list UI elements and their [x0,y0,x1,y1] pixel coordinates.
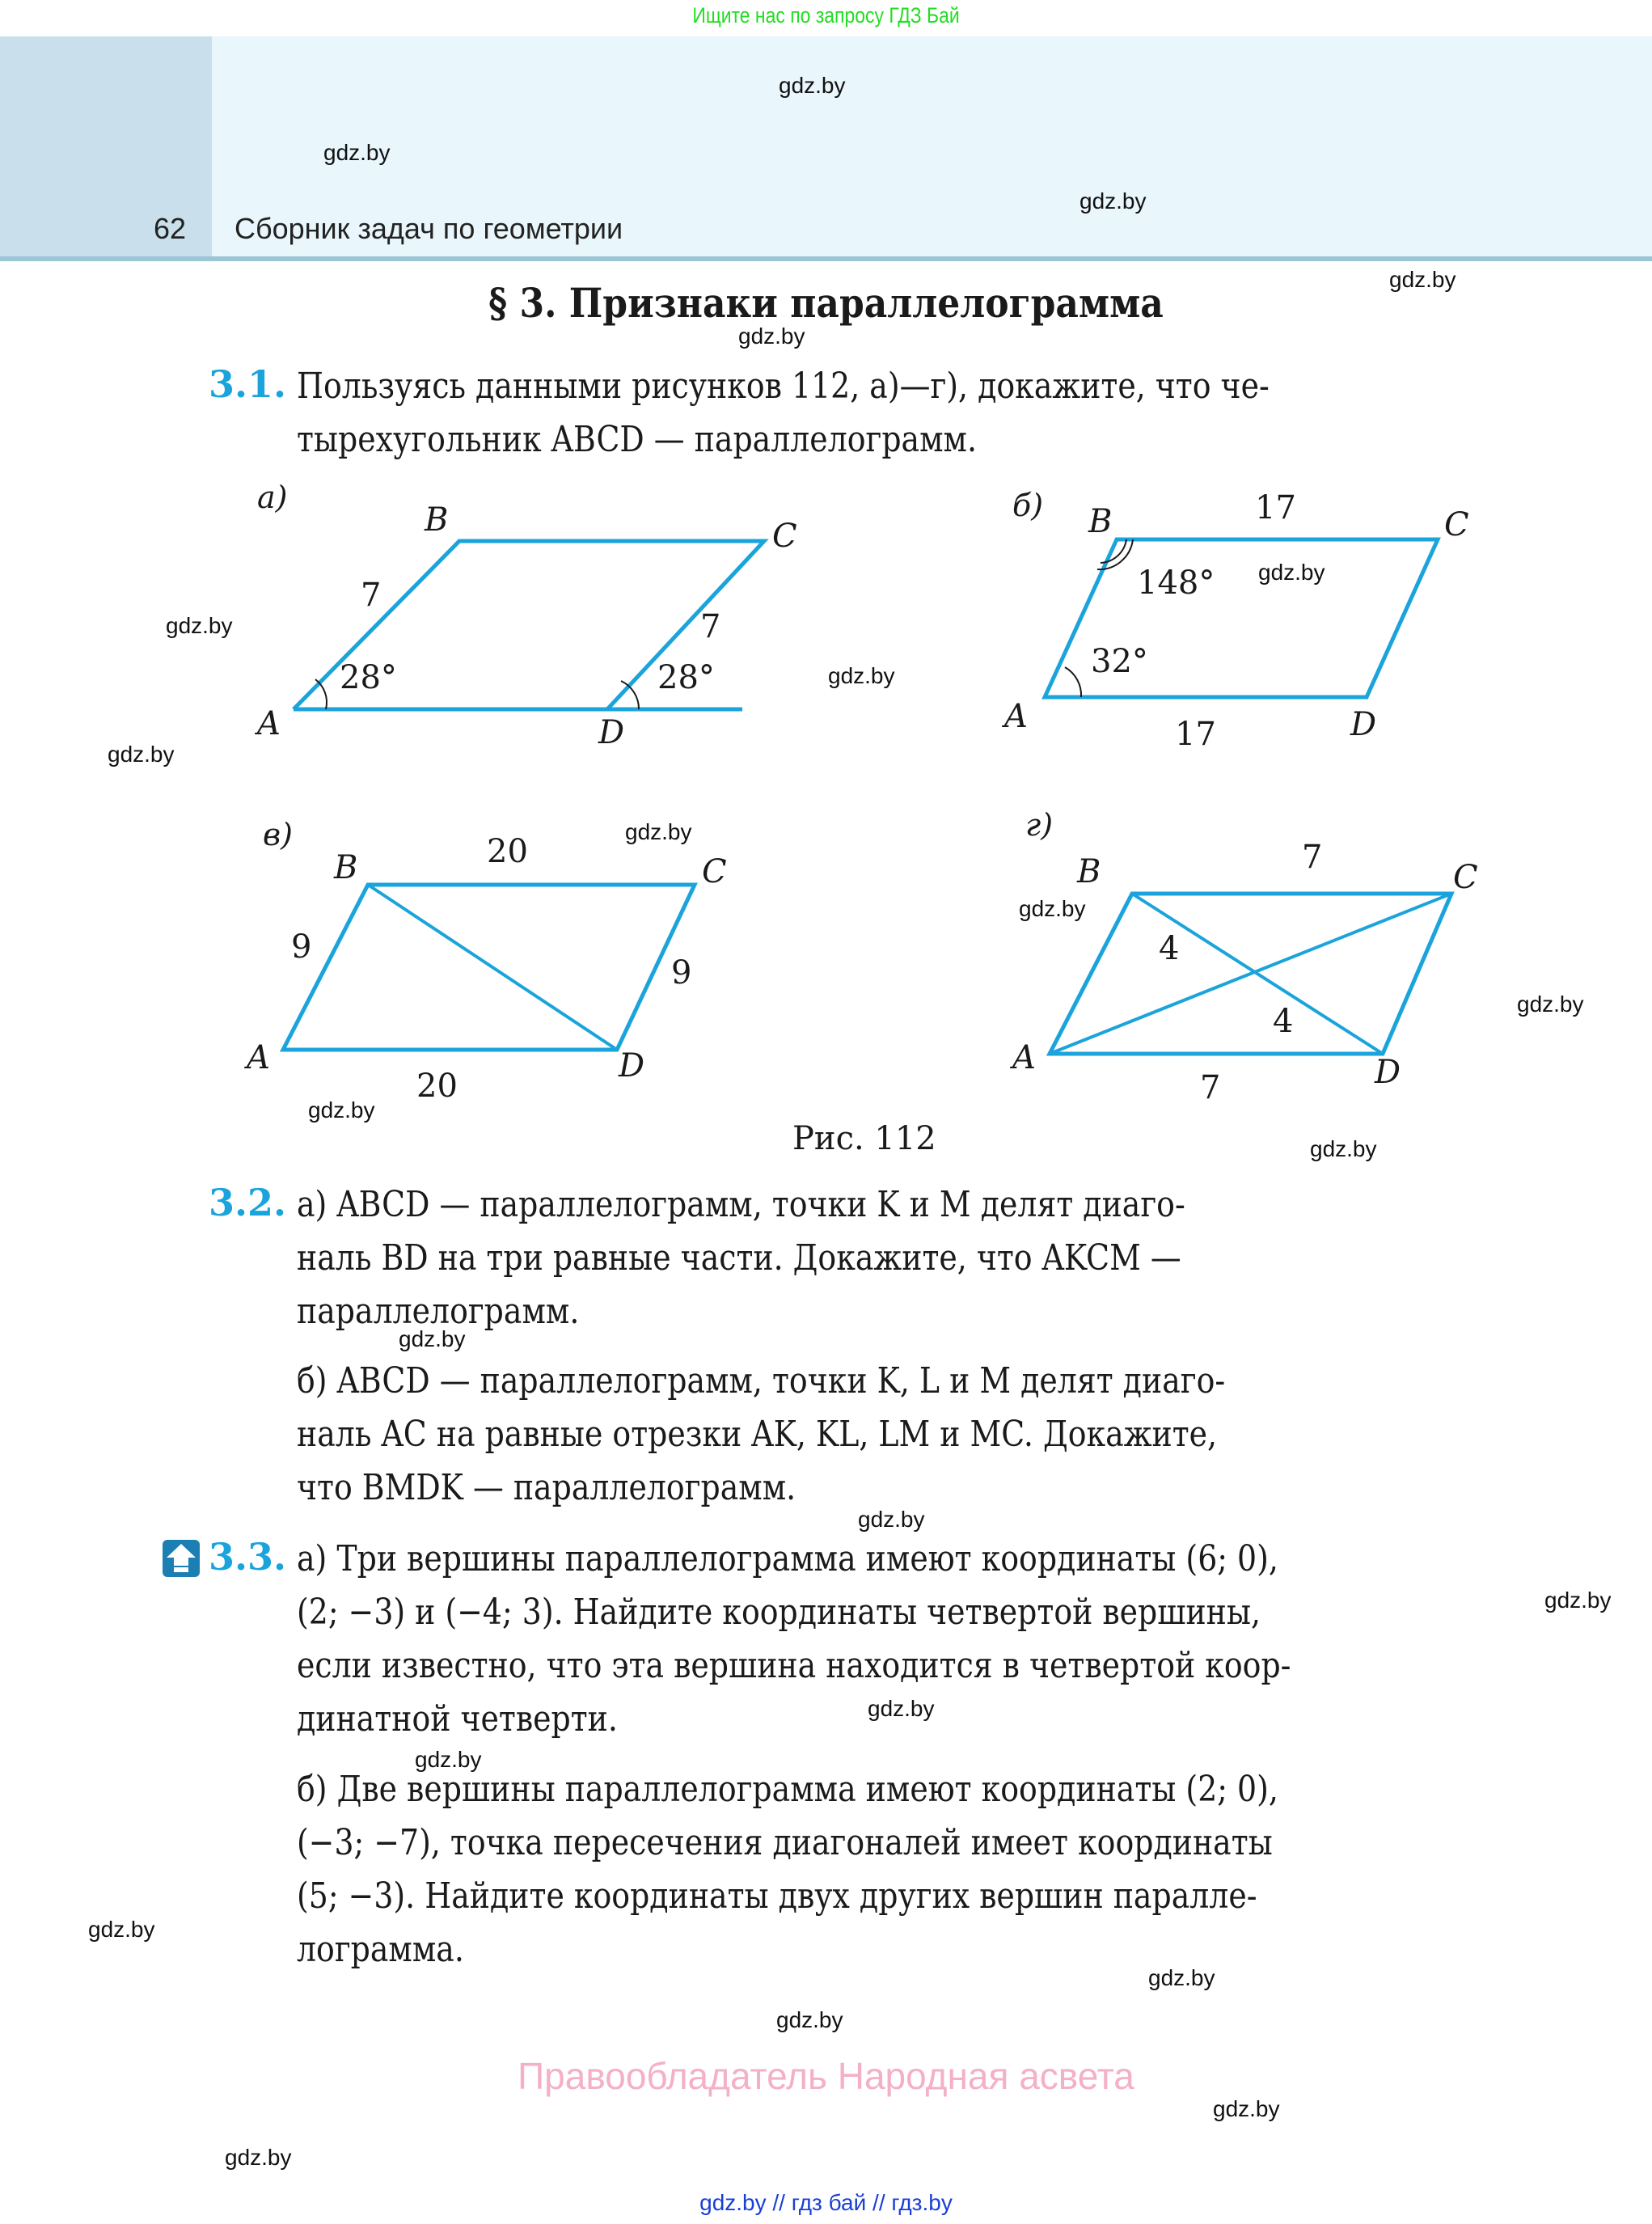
footer-links[interactable]: gdz.by // гдз бай // гдз.by [699,2190,953,2215]
watermark: gdz.by [868,1696,935,1721]
problem-number: 3.2. [209,1181,287,1224]
angle-value: 148° [1137,564,1215,602]
watermark: gdz.by [738,323,805,349]
problem-line: б) ABCD — параллелограмм, точки K, L и M делят диаго- [297,1360,1226,1402]
watermark: gdz.by [625,819,692,844]
watermark: gdz.by [1148,1965,1215,1990]
segment-length: 4 [1159,930,1180,967]
side-length: 17 [1175,716,1216,753]
vertex-label: C [1444,506,1469,543]
problem-line: параллелограмм. [297,1291,580,1332]
watermark: gdz.by [1080,188,1147,214]
top-banner: Ищите нас по запросу ГДЗ Бай [692,3,960,27]
segment-length: 4 [1273,1003,1294,1040]
section-title: § 3. Признаки параллелограмма [488,279,1164,327]
vertex-label: B [334,849,358,886]
figure-v-parallelogram [283,885,695,1050]
problem-line: наль AC на равные отрезки AK, KL, LM и MC. Докажите, [297,1414,1218,1455]
vertex-label: A [1004,698,1028,735]
problem-line: Пользуясь данными рисунков 112, а)—г), докажите, что че- [297,366,1270,407]
figure-v-label: в) [263,817,293,852]
vertex-label: A [257,705,281,742]
problem-line: (−3; −7), точка пересечения диагоналей имеет координаты [297,1822,1273,1863]
problem-text [297,1178,1347,1338]
problem-line: (5; −3). Найдите координаты двух других вершин паралле- [297,1875,1257,1917]
problem-line: б) Две вершины параллелограмма имеют координаты (2; 0), [297,1769,1278,1810]
problem-text [297,1763,1347,1977]
problem-text [297,1533,1347,1746]
vertex-label: A [247,1039,270,1076]
problem-text [297,1355,1347,1515]
problem-line: лограмма. [297,1929,464,1970]
problem-number: 3.3. [209,1535,287,1579]
problem-line: тырехугольник ABCD — параллелограмм. [297,419,978,460]
side-length: 7 [700,608,721,645]
side-length: 7 [1302,839,1323,876]
vertex-label: C [702,853,727,890]
watermark: gdz.by [308,1097,375,1123]
problem-line: если известно, что эта вершина находится в четвертой коор- [297,1645,1291,1686]
vertex-label: D [619,1047,645,1085]
watermark: gdz.by [779,73,846,98]
side-length: 7 [361,577,382,614]
figure-caption: Рис. 112 [792,1120,936,1157]
watermark: gdz.by [1213,2096,1280,2121]
watermark: gdz.by [323,140,391,165]
side-length: 20 [416,1068,458,1105]
figure-a-label: а) [257,480,288,515]
side-length: 20 [487,833,528,870]
problem-line: динатной четверти. [297,1698,618,1740]
side-length: 7 [1200,1069,1221,1106]
angle-value: 28° [340,659,397,696]
angle-value: 28° [657,659,715,696]
watermark: gdz.by [1019,896,1086,921]
vertex-label: D [1375,1054,1401,1091]
vertex-label: B [1077,853,1101,890]
up-arrow-icon [163,1540,200,1577]
angle-value: 32° [1091,643,1148,680]
figure-g-label: г) [1025,807,1054,843]
problem-number: 3.1. [209,362,287,406]
copyright-notice: Правообладатель Народная асвета [518,2055,1134,2097]
watermark: gdz.by [776,2007,843,2032]
vertex-label: B [1088,503,1113,540]
vertex-label: B [425,501,449,539]
side-length: 9 [291,928,312,966]
vertex-label: A [1012,1039,1036,1076]
problem-line: (2; −3) и (−4; 3). Найдите координаты четвертой вершины, [297,1592,1261,1633]
watermark: gdz.by [858,1507,925,1532]
vertex-label: C [772,518,797,555]
watermark: gdz.by [166,613,233,638]
problem-line: что BMDK — параллелограмм. [297,1467,796,1508]
watermark: gdz.by [1310,1136,1377,1161]
problem-line: а) Три вершины параллелограмма имеют координаты (6; 0), [297,1538,1278,1579]
watermark: gdz.by [828,663,895,688]
book-title: Сборник задач по геометрии [234,212,623,245]
watermark: gdz.by [1389,267,1456,292]
problem-line: наль BD на три равные части. Докажите, что AKCM — [297,1237,1181,1279]
vertex-label: D [1350,706,1377,743]
side-length: 17 [1255,489,1296,526]
watermark: gdz.by [415,1747,482,1772]
watermark: gdz.by [225,2145,292,2170]
side-length: 9 [671,954,692,991]
figure-b-label: б) [1012,488,1044,523]
vertex-label: D [598,714,625,751]
watermark: gdz.by [1544,1588,1612,1613]
watermark: gdz.by [399,1326,466,1351]
watermark: gdz.by [1517,991,1584,1017]
vertex-label: C [1453,859,1478,896]
page-number: 62 [154,212,187,245]
watermark: gdz.by [88,1917,155,1942]
problem-line: а) ABCD — параллелограмм, точки K и M делят диаго- [297,1184,1185,1225]
watermark: gdz.by [1258,560,1325,585]
watermark: gdz.by [108,742,175,767]
